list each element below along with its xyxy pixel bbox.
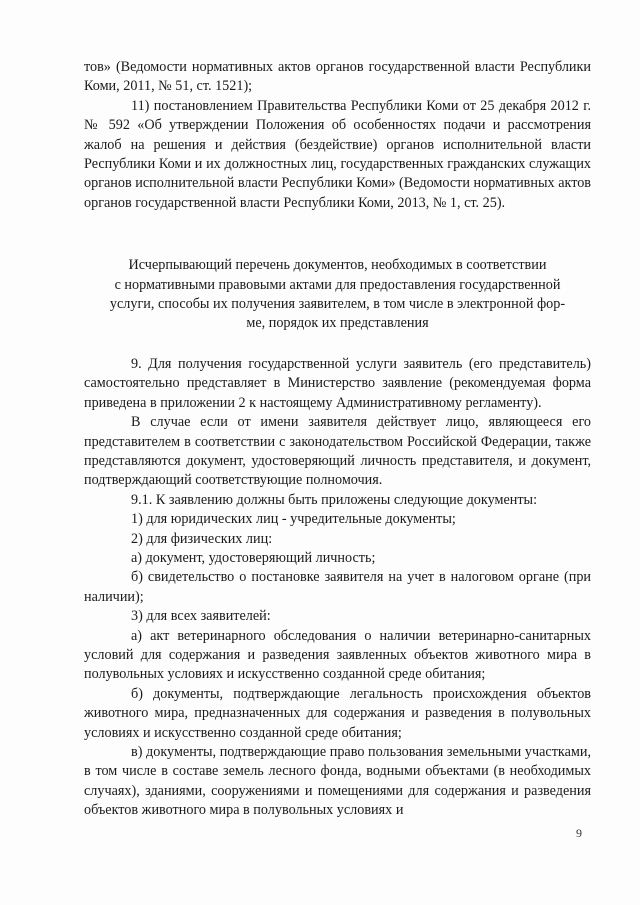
- body-paragraphs: [84, 355, 591, 821]
- paragraph: 9. Для получения государственной услуги заявитель (его представитель) самостоятельно представляет в Министерство заявление (рекомендуемая форма приведена в приложении 2 к настоящему Административному регламенту).: [84, 355, 591, 411]
- paragraph: в) документы, подтверждающие право пользования земельными участками, в том числе в составе земель лесного фонда, водными объектами (в необходимых случаях), зданиями, сооружениями и помещениями для содержания и разведения объектов животного мира в полувольных условиях и: [84, 744, 591, 819]
- paragraph: тов» (Ведомости нормативных актов органов государственной власти Республики Коми, 2011, № 51, ст. 1521);: [84, 59, 591, 95]
- paragraph: а) акт ветеринарного обследования о наличии ветеринарно-санитарных условий для содержания и разведения заявленных объектов животного мира в полувольных условиях и искусственно созданной среде обитания;: [84, 627, 591, 683]
- paragraph: В случае если от имени заявителя действует лицо, являющееся его представителем в соответствии с законодательством Российской Федерации, также представляются документ, удостоверяющий личность представителя, и документ, подтверждающий соответствующие полномочия.: [84, 414, 591, 489]
- paragraph: а) документ, удостоверяющий личность;: [131, 549, 376, 566]
- paragraph: 11) постановлением Правительства Республики Коми от 25 декабря 2012 г. № 592 «Об утверждении Положения об особенностях подачи и рассмотрения жалоб на решения и действия (бездействие) органов исполнительной власти Республики Коми и их должностных лиц, государственных гражданских служащих органов исполнительной власти Республики Коми» (Ведомости нормативных актов органов государственной власти Республики Коми, 2013, № 1, ст. 25).: [84, 97, 591, 211]
- paragraph: 2) для физических лиц:: [131, 530, 273, 547]
- heading-line: Исчерпывающий перечень документов, необходимых в соответствии: [128, 257, 547, 274]
- heading-line: ме, порядок их представления: [246, 315, 429, 332]
- paragraph: 1) для юридических лиц - учредительные документы;: [131, 511, 456, 528]
- top-paragraphs: [84, 58, 591, 213]
- page-number: 9: [576, 826, 582, 840]
- section-heading: [84, 256, 591, 334]
- paragraph: 9.1. К заявлению должны быть приложены следующие документы:: [131, 491, 538, 508]
- heading-line: с нормативными правовыми актами для предоставления государственной: [114, 276, 561, 293]
- paragraph: б) документы, подтверждающие легальность происхождения объектов животного мира, предназначенных для содержания и разведения в полувольных условиях и искусственно созданной среде обитания;: [84, 685, 591, 741]
- paragraph: 3) для всех заявителей:: [131, 608, 271, 625]
- page-content: [84, 58, 591, 821]
- paragraph: б) свидетельство о постановке заявителя на учет в налоговом органе (при наличии);: [84, 569, 591, 605]
- heading-line: услуги, способы их получения заявителем, в том числе в электронной фор-: [109, 296, 566, 313]
